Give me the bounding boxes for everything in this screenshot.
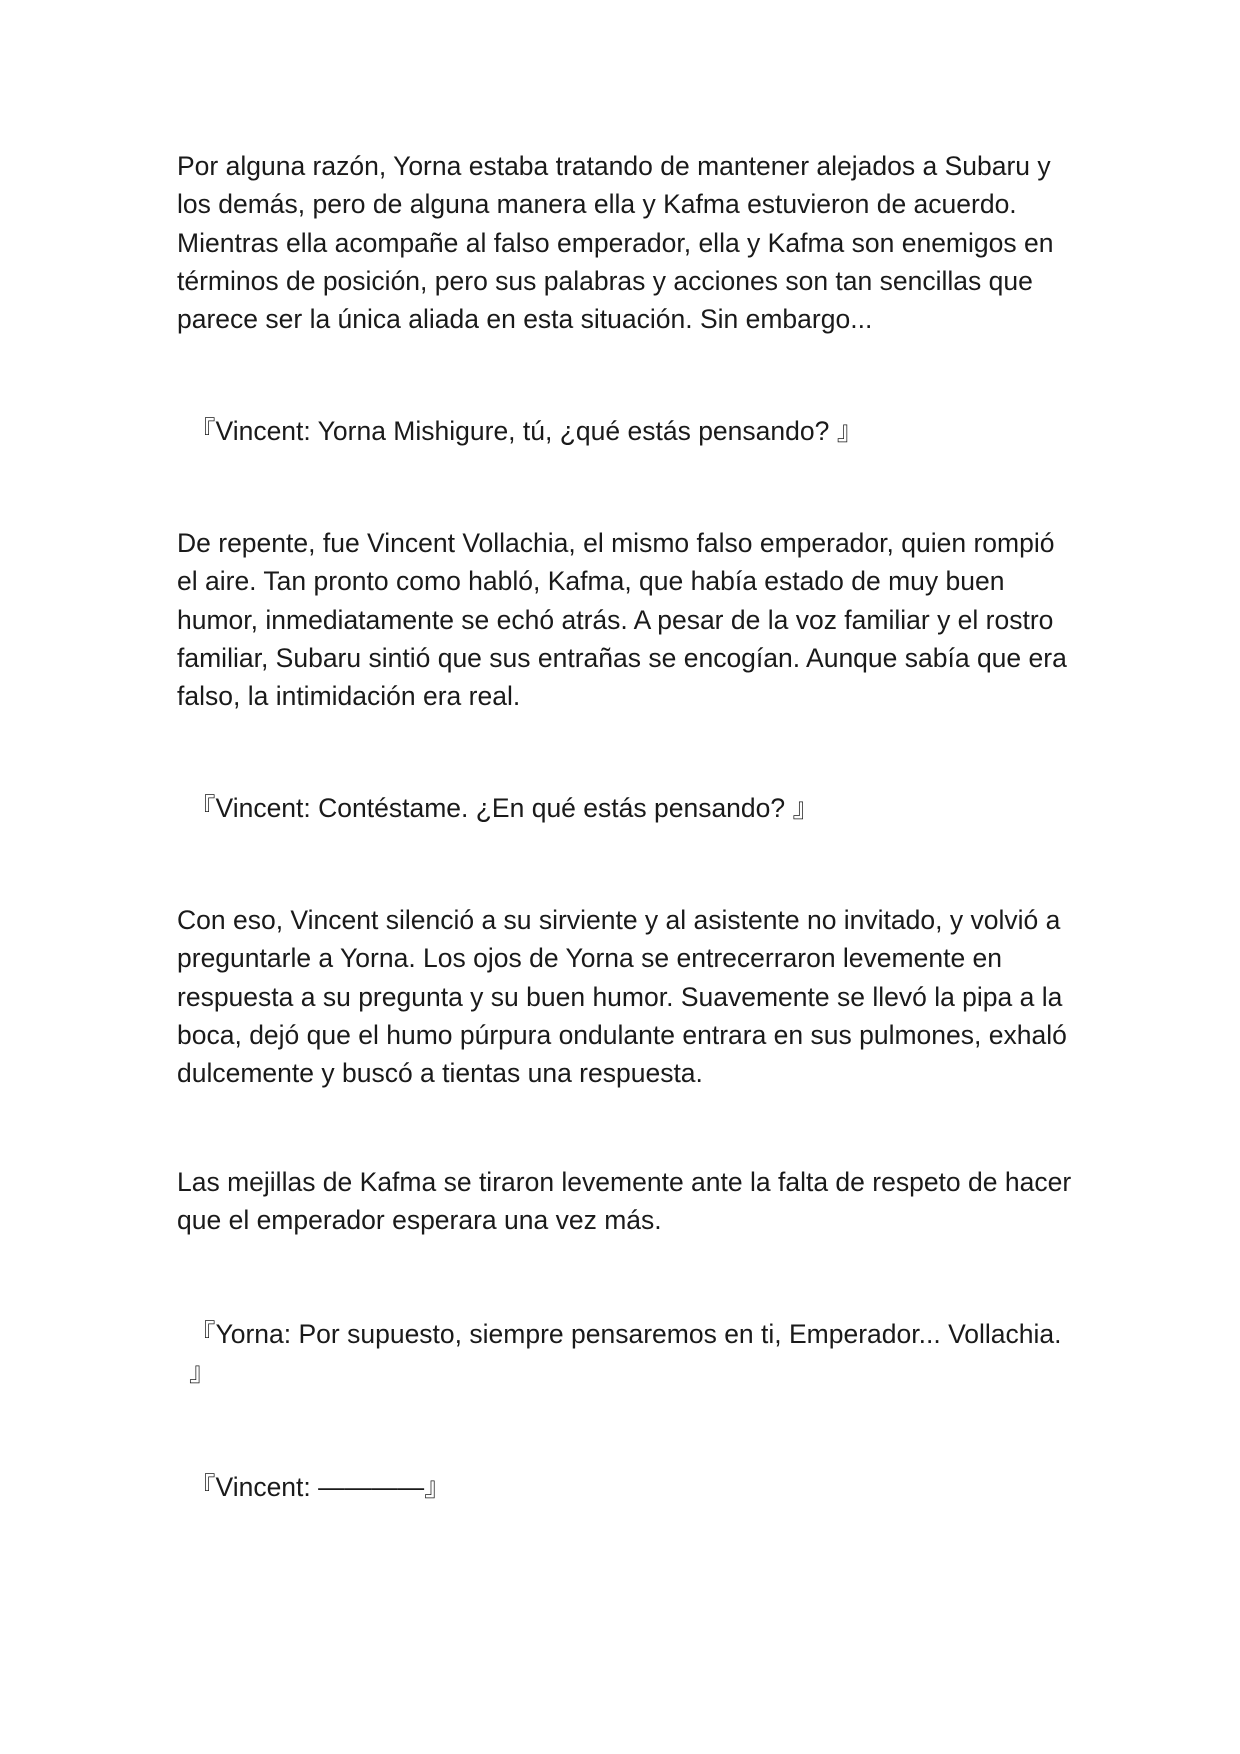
- paragraph-3: Con eso, Vincent silenció a su sirviente y al asistente no invitado, y volvió a preguntarle a Yorna. Los ojos de Yorna se entrecerraron levemente en respuesta a su pregunta y su buen humor. Suavemente se llevó la pipa a la boca, dejó que el humo púrpura ondulante entrara en sus pulmones, exhaló dulcemente y buscó a tientas una respuesta.: [177, 905, 1067, 1089]
- dialogue-vincent-1: 『Vincent: Yorna Mishigure, tú, ¿qué estás pensando? 』: [189, 416, 864, 446]
- paragraph-4: Las mejillas de Kafma se tiraron levemente ante la falta de respeto de hacer que el emperador esperara una vez más.: [177, 1167, 1072, 1236]
- dialogue-vincent-3: 『Vincent: ————』: [189, 1472, 451, 1502]
- paragraph-1: Por alguna razón, Yorna estaba tratando de mantener alejados a Subaru y los demás, pero de alguna manera ella y Kafma estuvieron de acuerdo. Mientras ella acompañe al falso emperador, ella y Kafma son enemigos en términos de posición, pero sus palabras y acciones son tan sencillas que parece ser la única aliada en esta situación. Sin embargo...: [177, 151, 1054, 335]
- dialogue-yorna: 『Yorna: Por supuesto, siempre pensaremos en ti, Emperador... Vollachia. 』: [189, 1319, 1062, 1388]
- paragraph-2: De repente, fue Vincent Vollachia, el mismo falso emperador, quien rompió el aire. Tan pronto como habló, Kafma, que había estado de muy buen humor, inmediatamente se echó atrás. A pesar de la voz familiar y el rostro familiar, Subaru sintió que sus entrañas se encogían. Aunque sabía que era falso, la intimidación era real.: [177, 528, 1067, 712]
- dialogue-vincent-2: 『Vincent: Contéstame. ¿En qué estás pensando? 』: [189, 793, 819, 823]
